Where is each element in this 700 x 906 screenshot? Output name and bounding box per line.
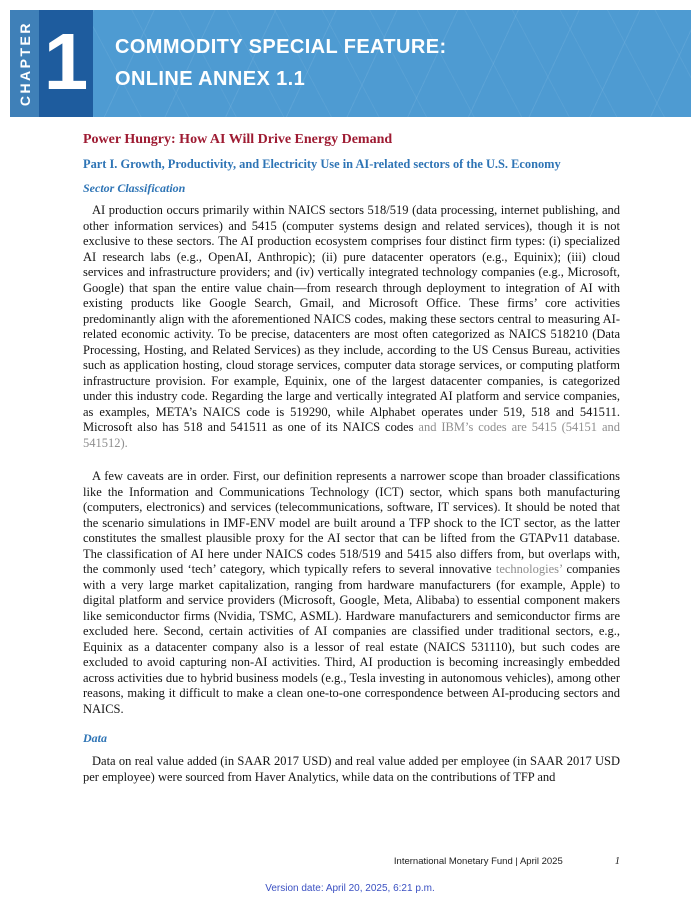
chapter-banner: [10, 10, 691, 117]
article-subtitle: Part I. Growth, Productivity, and Electricity Use in AI-related sectors of the U.S. Economy: [83, 157, 561, 171]
article-content: [83, 132, 620, 785]
paragraph-sector-classification-2: [83, 469, 620, 717]
banner-title-block: [93, 10, 691, 117]
paragraph-text: A few caveats are in order. First, our definition represents a narrower scope than broader classifications like the Information and Communications Technology (ICT) sector, which spans both manufacturing (computers, electronics) and services (telecommunications, software, IT services). It should be noted that the scenario simulations in IMF-ENV model are built around a TFP shock to the ICT sector, as the latter constitutes the smallest plausible proxy for the AI sector that can be lifted from the GTAPv11 database. The classification of AI here under NAICS codes 518/519 and 5415 also differs from, but overlaps with, the commonly used ‘tech’ category, which typically refers to several innovative: [83, 469, 620, 576]
chapter-label: CHAPTER: [16, 20, 33, 107]
version-date-text: Version date: April 20, 2025, 6:21 p.m.: [265, 883, 435, 894]
paragraph-text-grayed: technologies’: [495, 562, 563, 576]
publisher-text: International Monetary Fund | April 2025: [393, 856, 563, 867]
page-number: 1: [614, 856, 620, 867]
paragraph-text: companies with a very large market capitalization, ranging from hardware manufacturers (for example, Apple) to digital platform and service providers (Microsoft, Google, Meta, Alibaba) to essential component makers like semiconductor firms (Nvidia, TSMC, ASML). Hardware manufacturers and semiconductor firms are excluded here. Second, certain activities of AI companies are classified under traditional sectors, e.g., Equinix as a datacenter company also is a lessor of real estate (NAICS 531110), but such codes are excluded to avoid capturing non-AI activities. Third, AI production is becoming increasingly embedded across activities due to hybrid business models (e.g., Tesla investing in autonomous vehicles), among other reasons, making it difficult to make a clean one-to-one correspondence between AI-producing sectors and NAICS.: [83, 562, 620, 716]
banner-title-line1: COMMODITY SPECIAL FEATURE:: [115, 36, 447, 58]
page-footer: [0, 856, 700, 906]
paragraph-text: AI production occurs primarily within NAICS sectors 518/519 (data processing, internet publishing, and other information services) and 5415 (computer systems design and related services), though it is not exclusive to these sectors. The AI production ecosystem comprises four distinct firm types: (i) specialized AI research labs (e.g., OpenAI, Anthropic); (ii) pure datacenter operators (e.g., Equinix); (iii) cloud services and infrastructure providers; and (iv) vertically integrated technology companies (e.g., Microsoft, Google) that span the entire value chain—from research through deployment to integration of AI with existing products like Google Search, Gmail, and Microsoft Office. These firms’ core activities predominantly align with the aforementioned NAICS codes, making these sectors central to measuring AI-related economic activity. To be precise, datacenters are most often categorized as NAICS 518210 (Data Processing, Hosting, and Related Services) as they include, according to the US Census Bureau, activities such as application hosting, cloud storage services, computer data storage services, or computing platform infrastructure provision. For example, Equinix, one of the largest datacenter companies, is categorized under this industry code. Regarding the large and vertically integrated AI platform and service companies, as examples, META’s NAICS code is 519290, while Alphabet operates under 519, 518 and 541511. Microsoft also has 518 and 541511 as one of its NAICS codes: [83, 203, 620, 434]
footer-line: [0, 856, 700, 867]
chapter-number: 1: [39, 10, 93, 117]
paragraph-sector-classification-1: [83, 203, 620, 451]
chapter-strip: [10, 10, 39, 117]
paragraph-data-1: [83, 754, 620, 785]
paragraph-text-grayed: and IBM’s codes are 5415 (54151 and 541512).: [83, 420, 620, 450]
paragraph-text: Data on real value added (in SAAR 2017 USD) and real value added per employee (in SAAR 2017 USD per employee) were sourced from Haver Analytics, while data on the contributions of TFP and: [83, 754, 620, 784]
banner-title-line2: ONLINE ANNEX 1.1: [115, 68, 306, 90]
article-title: Power Hungry: How AI Will Drive Energy Demand: [83, 132, 393, 147]
section-label-data: Data: [83, 731, 107, 745]
section-label-sector-classification: Sector Classification: [83, 181, 186, 195]
